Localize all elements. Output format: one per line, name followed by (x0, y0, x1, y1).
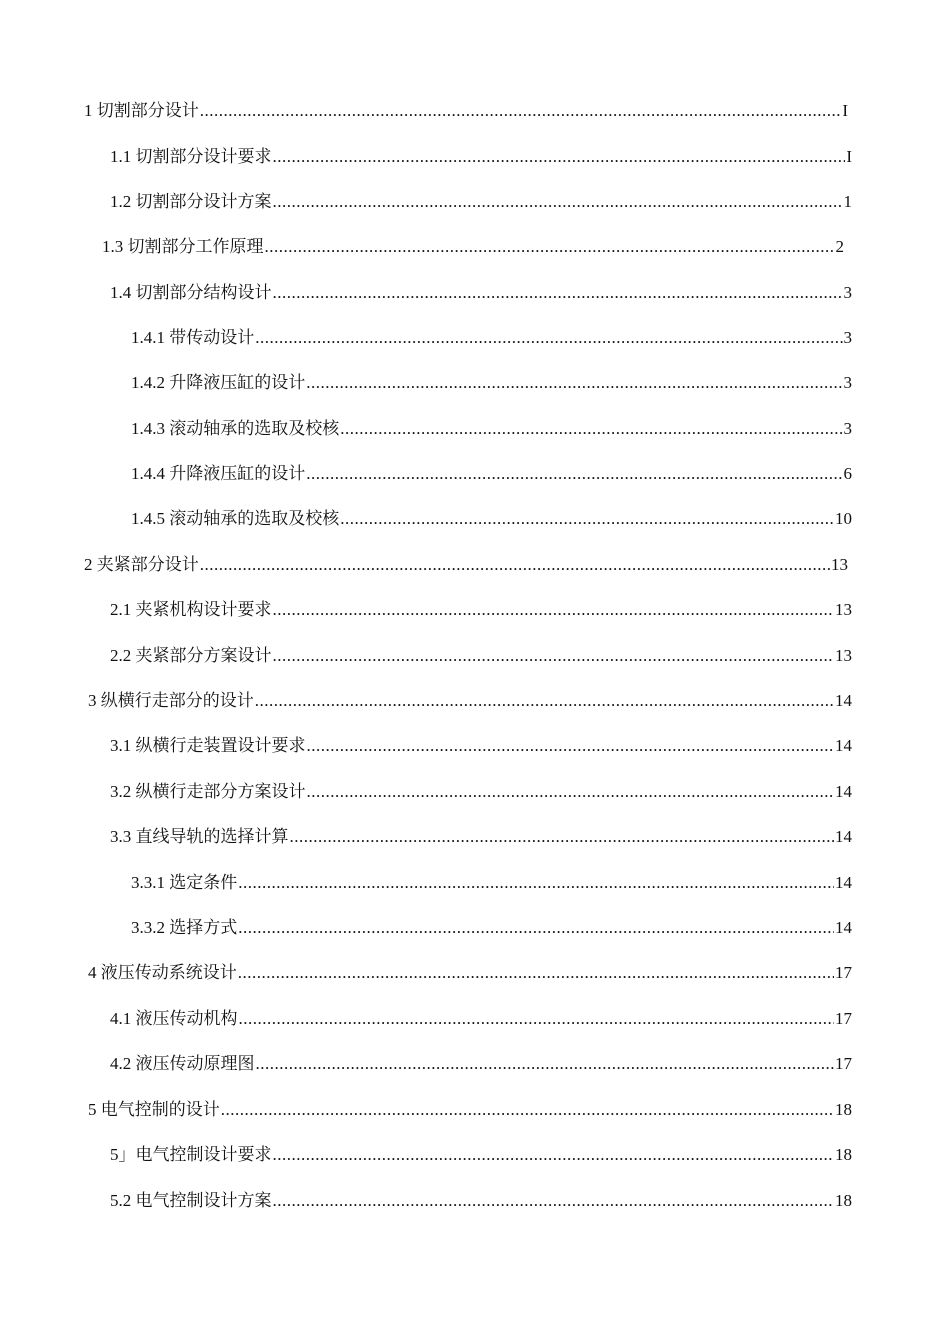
toc-leader-dots (273, 146, 846, 168)
toc-leader-dots (200, 100, 842, 122)
toc-entry-page: 3 (843, 328, 852, 347)
toc-entry[interactable] (110, 599, 852, 621)
toc-leader-dots (255, 327, 842, 349)
toc-leader-dots (306, 463, 842, 485)
toc-entry[interactable] (84, 100, 848, 122)
toc-entry-label: 1 切割部分设计 (84, 101, 199, 120)
toc-entry-page: 6 (843, 464, 852, 483)
toc-entry[interactable] (110, 1190, 852, 1212)
toc-entry-label: 4.2 液压传动原理图 (110, 1054, 255, 1073)
toc-entry-page: 13 (831, 555, 848, 574)
toc-entry-page: 3 (843, 373, 852, 392)
toc-entry[interactable] (110, 826, 852, 848)
toc-leader-dots (238, 872, 834, 894)
toc-entry-page: 17 (835, 1054, 852, 1073)
toc-leader-dots (273, 191, 843, 213)
toc-entry-label: 2.1 夹紧机构设计要求 (110, 600, 272, 619)
toc-entry-page: 13 (835, 600, 852, 619)
toc-entry[interactable] (131, 372, 852, 394)
toc-leader-dots (290, 826, 835, 848)
toc-entry-label: 1.4.2 升降液压缸的设计 (131, 373, 306, 392)
toc-leader-dots (306, 372, 842, 394)
toc-entry-label: 2 夹紧部分设计 (84, 555, 199, 574)
toc-entry-label: 1.1 切割部分设计要求 (110, 147, 272, 166)
toc-entry-page: 14 (835, 691, 852, 710)
toc-leader-dots (265, 236, 835, 258)
toc-entry[interactable] (131, 872, 852, 894)
toc-entry[interactable] (110, 191, 852, 213)
toc-entry-label: 1.3 切割部分工作原理 (102, 237, 264, 256)
toc-entry[interactable] (88, 962, 852, 984)
toc-leader-dots (221, 1099, 834, 1121)
toc-entry[interactable] (84, 554, 848, 576)
toc-entry-label: 4 液压传动系统设计 (88, 963, 237, 982)
toc-entry-label: 3.3 直线导轨的选择计算 (110, 827, 289, 846)
toc-entry-page: 3 (843, 419, 852, 438)
toc-entry-label: 3 纵横行走部分的设计 (88, 691, 254, 710)
toc-entry-page: 14 (835, 873, 852, 892)
toc-entry[interactable] (131, 508, 852, 530)
toc-entry-page: 14 (835, 918, 852, 937)
toc-entry[interactable] (102, 236, 844, 258)
toc-entry-page: 18 (835, 1191, 852, 1210)
toc-entry-label: 3.1 纵横行走装置设计要求 (110, 736, 306, 755)
toc-leader-dots (273, 645, 835, 667)
toc-entry-page: 18 (835, 1100, 852, 1119)
toc-entry-page: I (846, 147, 852, 166)
toc-entry-page: I (842, 101, 848, 120)
toc-leader-dots (273, 282, 843, 304)
toc-entry-page: 13 (835, 646, 852, 665)
toc-leader-dots (200, 554, 830, 576)
toc-entry-label: 1.4.4 升降液压缸的设计 (131, 464, 306, 483)
toc-leader-dots (273, 599, 835, 621)
toc-leader-dots (239, 1008, 835, 1030)
toc-entry-page: 14 (835, 782, 852, 801)
toc-entry[interactable] (110, 735, 852, 757)
toc-entry-page: 17 (835, 963, 852, 982)
toc-entry[interactable] (131, 418, 852, 440)
toc-entry[interactable] (110, 282, 852, 304)
toc-entry-page: 2 (835, 237, 844, 256)
toc-entry-label: 1.4.1 带传动设计 (131, 328, 255, 347)
toc-entry[interactable] (88, 1099, 852, 1121)
toc-leader-dots (340, 508, 834, 530)
toc-entry[interactable] (131, 327, 852, 349)
toc-entry-page: 17 (835, 1009, 852, 1028)
toc-entry-page: 1 (843, 192, 852, 211)
toc-entry[interactable] (110, 1053, 852, 1075)
toc-entry[interactable] (110, 645, 852, 667)
toc-entry-page: 14 (835, 736, 852, 755)
toc-leader-dots (238, 962, 834, 984)
toc-entry[interactable] (110, 1008, 852, 1030)
toc-entry-label: 3.3.1 选定条件 (131, 873, 238, 892)
toc-leader-dots (255, 690, 834, 712)
toc-leader-dots (273, 1144, 835, 1166)
toc-entry-page: 18 (835, 1145, 852, 1164)
toc-leader-dots (340, 418, 842, 440)
toc-leader-dots (307, 781, 835, 803)
toc-entry[interactable] (131, 463, 852, 485)
toc-entry-label: 5 电气控制的设计 (88, 1100, 220, 1119)
toc-leader-dots (273, 1190, 835, 1212)
toc-entry-label: 1.4.5 滚动轴承的选取及校核 (131, 509, 340, 528)
toc-entry[interactable] (88, 690, 852, 712)
toc-entry-label: 1.4 切割部分结构设计 (110, 283, 272, 302)
toc-entry-page: 14 (835, 827, 852, 846)
toc-entry-label: 5」电气控制设计要求 (110, 1145, 272, 1164)
toc-entry-label: 4.1 液压传动机构 (110, 1009, 238, 1028)
toc-entry[interactable] (110, 1144, 852, 1166)
toc-entry[interactable] (110, 781, 852, 803)
toc-entry-page: 10 (835, 509, 852, 528)
toc-leader-dots (307, 735, 835, 757)
toc-entry-page: 3 (843, 283, 852, 302)
toc-entry-label: 3.3.2 选择方式 (131, 918, 238, 937)
toc-entry-label: 1.4.3 滚动轴承的选取及校核 (131, 419, 340, 438)
toc-entry-label: 5.2 电气控制设计方案 (110, 1191, 272, 1210)
toc-entry[interactable] (131, 917, 852, 939)
toc-entry-label: 3.2 纵横行走部分方案设计 (110, 782, 306, 801)
toc-leader-dots (256, 1053, 835, 1075)
toc-leader-dots (238, 917, 834, 939)
toc-entry-label: 2.2 夹紧部分方案设计 (110, 646, 272, 665)
toc-entry[interactable] (110, 146, 852, 168)
toc-entry-label: 1.2 切割部分设计方案 (110, 192, 272, 211)
